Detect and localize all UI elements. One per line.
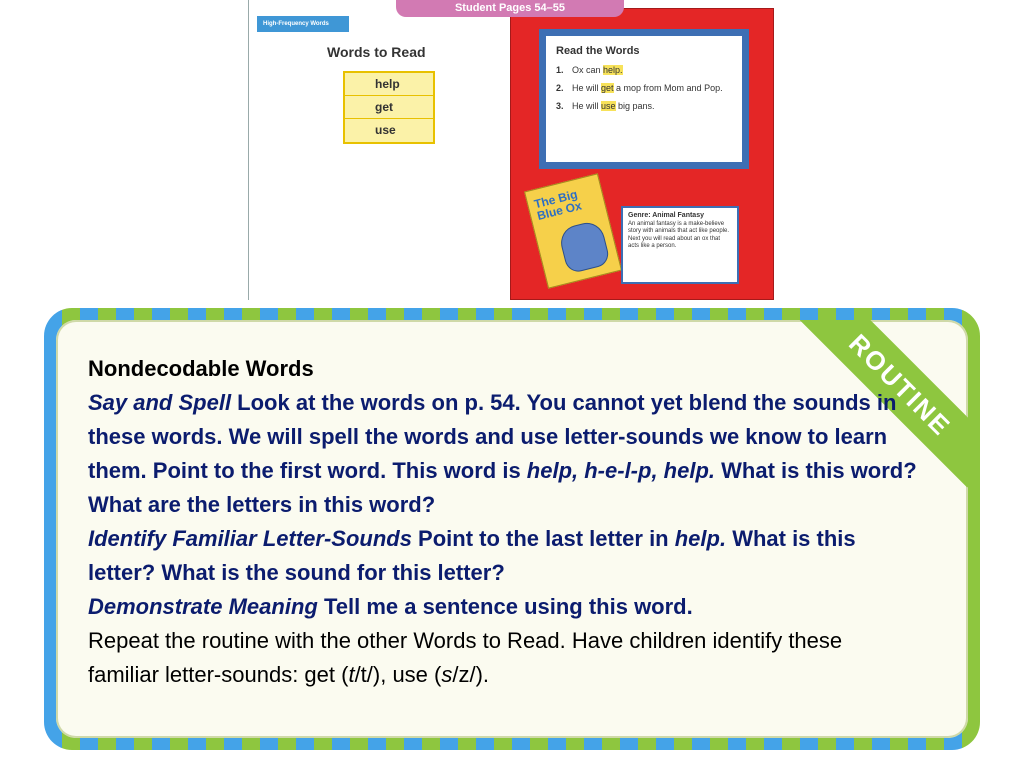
identify-example: help. xyxy=(674,526,727,551)
routine-text xyxy=(88,352,918,692)
routine-panel-border xyxy=(44,308,980,750)
sentence-number: 2. xyxy=(556,83,564,93)
repeat-text: Repeat the routine with the other Words to Read. Have children identify these familiar letter-sounds: get ( xyxy=(88,628,843,687)
read-the-words-box xyxy=(539,29,749,169)
demonstrate-meaning-step xyxy=(88,590,918,624)
identify-label: Identify Familiar Letter-Sounds xyxy=(88,526,412,551)
letter-t: t xyxy=(348,662,355,687)
ox-illustration xyxy=(557,219,611,274)
sentence-text: He will xyxy=(572,83,602,93)
student-pages-tab: Student Pages 54–55 xyxy=(396,0,624,17)
repeat-instruction xyxy=(88,624,918,692)
genre-box xyxy=(621,206,739,284)
textbook-spread-image xyxy=(248,0,774,300)
cover-title: The Big Blue Ox xyxy=(532,187,584,223)
big-blue-ox-cover xyxy=(524,173,622,288)
demonstrate-text: Tell me a sentence using this word. xyxy=(317,594,693,619)
letter-s: s xyxy=(441,662,453,687)
say-and-spell-step xyxy=(88,386,918,522)
say-and-spell-text: Look at the words on p. 54. You cannot yet blend the sounds in these words. We will spell the words and use letter-sounds we know to learn them. Point to the first word. This word is xyxy=(88,390,897,483)
routine-ribbon: ROUTINE xyxy=(797,320,968,488)
sentence-text: Ox can xyxy=(572,65,604,75)
sentence-2 xyxy=(556,82,732,94)
demonstrate-label: Demonstrate Meaning xyxy=(88,594,318,619)
high-frequency-words-tab: High-Frequency Words xyxy=(257,16,349,32)
identify-letter-sounds-step xyxy=(88,522,918,590)
sentence-3 xyxy=(556,100,732,112)
words-to-read-title: Words to Read xyxy=(327,44,426,60)
sentence-1 xyxy=(556,64,732,76)
sentence-number: 1. xyxy=(556,65,564,75)
say-and-spell-questions: What is this word? What are the letters in this word? xyxy=(88,458,917,517)
say-and-spell-label: Say and Spell xyxy=(88,390,232,415)
highlighted-word: help. xyxy=(603,65,623,75)
sentence-number: 3. xyxy=(556,101,564,111)
left-page xyxy=(248,0,510,300)
genre-title: Genre: Animal Fantasy xyxy=(628,212,704,219)
sentence-text: a mop from Mom and Pop. xyxy=(613,83,723,93)
routine-panel xyxy=(56,320,968,738)
repeat-text: /t/), use ( xyxy=(354,662,442,687)
word-help: help xyxy=(345,73,433,96)
genre-text: An animal fantasy is a make-believe story with animals that act like people. Next you will read about an ox that acts like a person. xyxy=(628,220,730,249)
words-to-read-list xyxy=(343,71,435,144)
highlighted-word: get xyxy=(601,83,614,93)
say-and-spell-example: help, h-e-l-p, help. xyxy=(526,458,716,483)
routine-heading: Nondecodable Words xyxy=(88,356,314,381)
word-use: use xyxy=(345,119,433,142)
identify-questions: What is this letter? What is the sound for this letter? xyxy=(88,526,856,585)
highlighted-word: use xyxy=(601,101,616,111)
repeat-text: /z/). xyxy=(452,662,490,687)
read-the-words-title: Read the Words xyxy=(556,45,640,57)
right-page xyxy=(510,8,774,300)
identify-text: Point to the last letter in xyxy=(411,526,675,551)
sentence-text: big pans. xyxy=(615,101,655,111)
word-get: get xyxy=(345,96,433,119)
sentence-text: He will xyxy=(572,101,602,111)
